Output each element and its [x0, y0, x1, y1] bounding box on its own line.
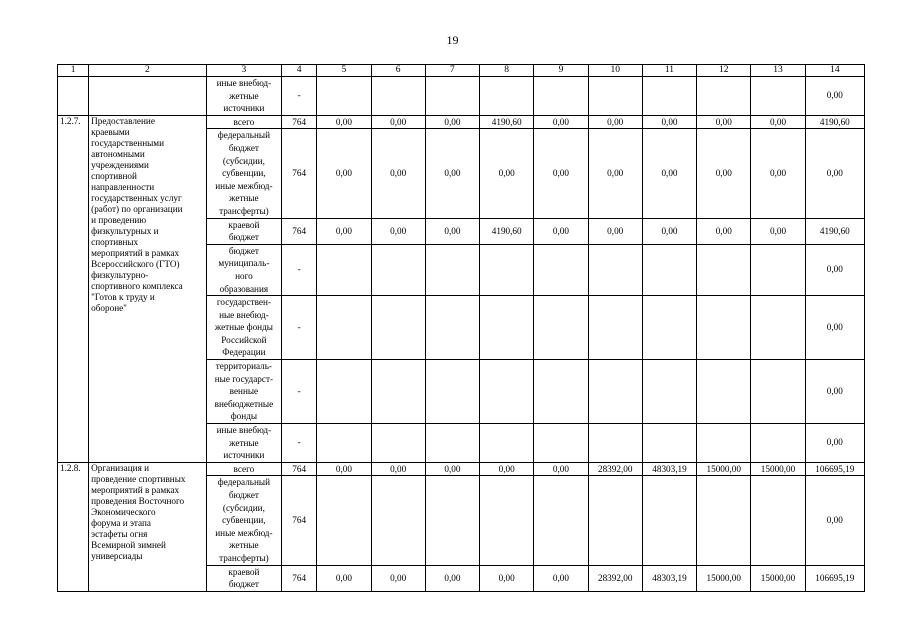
- value-cell: 0,00: [805, 129, 864, 218]
- empty-cell: [425, 296, 479, 360]
- budget-code: 764: [282, 565, 317, 591]
- empty-cell: [534, 424, 588, 463]
- value-cell: 0,00: [425, 218, 479, 244]
- value-cell: 0,00: [425, 115, 479, 129]
- value-cell: 0,00: [588, 218, 642, 244]
- value-cell: 0,00: [534, 115, 588, 129]
- empty-cell: [588, 360, 642, 424]
- empty-cell: [425, 360, 479, 424]
- empty-cell: [534, 476, 588, 565]
- empty-cell: [751, 296, 805, 360]
- column-number-cell: 2: [89, 65, 207, 77]
- empty-cell: [480, 476, 534, 565]
- empty-cell: [697, 476, 751, 565]
- value-cell: 0,00: [642, 115, 696, 129]
- value-cell: 0,00: [751, 218, 805, 244]
- value-cell: 0,00: [480, 129, 534, 218]
- budget-code: -: [282, 244, 317, 295]
- empty-cell: [642, 244, 696, 295]
- empty-cell: [89, 77, 207, 116]
- empty-cell: [534, 296, 588, 360]
- budget-code: -: [282, 360, 317, 424]
- empty-cell: [588, 244, 642, 295]
- empty-cell: [480, 360, 534, 424]
- column-number-cell: 13: [751, 65, 805, 77]
- item-name: Предоставление краевыми государственными автономными учреждениями спортивной направленности государственных услуг (работ) по организации и проведению физкультурных и спортивных мероприятий в рамках Всероссийского (ГТО) физкультурно- спортивного комплекса "Готов к труду и обороне": [89, 115, 207, 462]
- budget-code: 764: [282, 218, 317, 244]
- value-cell: 0,00: [371, 218, 425, 244]
- table-body: [58, 65, 865, 592]
- value-cell: 15000,00: [751, 565, 805, 591]
- empty-cell: [371, 77, 425, 116]
- value-cell: 0,00: [371, 565, 425, 591]
- value-cell: 0,00: [317, 565, 371, 591]
- funding-source: краевой бюджет: [206, 565, 281, 591]
- empty-cell: [751, 424, 805, 463]
- total-cell: 0,00: [805, 244, 864, 295]
- column-number-cell: 1: [58, 65, 89, 77]
- empty-cell: [425, 77, 479, 116]
- funding-source: всего: [206, 462, 281, 476]
- total-cell: 0,00: [805, 360, 864, 424]
- value-cell: 0,00: [480, 462, 534, 476]
- funding-source: всего: [206, 115, 281, 129]
- column-number-cell: 14: [805, 65, 864, 77]
- value-cell: 48303,19: [642, 565, 696, 591]
- value-cell: 0,00: [480, 565, 534, 591]
- value-cell: 0,00: [534, 565, 588, 591]
- empty-cell: [317, 77, 371, 116]
- value-cell: 0,00: [425, 462, 479, 476]
- value-cell: 0,00: [534, 129, 588, 218]
- value-cell: 4190,60: [805, 115, 864, 129]
- column-number-cell: 11: [642, 65, 696, 77]
- column-number-cell: 5: [317, 65, 371, 77]
- budget-code: 764: [282, 462, 317, 476]
- value-cell: 0,00: [425, 129, 479, 218]
- value-cell: 48303,19: [642, 462, 696, 476]
- value-cell: 0,00: [751, 115, 805, 129]
- empty-cell: [371, 424, 425, 463]
- value-cell: 15000,00: [751, 462, 805, 476]
- value-cell: 0,00: [697, 115, 751, 129]
- empty-cell: [317, 296, 371, 360]
- empty-cell: [642, 360, 696, 424]
- value-cell: 0,00: [317, 129, 371, 218]
- total-cell: 0,00: [805, 296, 864, 360]
- empty-cell: [371, 360, 425, 424]
- empty-cell: [425, 244, 479, 295]
- column-number-cell: 10: [588, 65, 642, 77]
- value-cell: 4190,60: [480, 218, 534, 244]
- value-cell: 15000,00: [697, 462, 751, 476]
- total-cell: 0,00: [805, 476, 864, 565]
- empty-cell: [317, 244, 371, 295]
- empty-cell: [642, 77, 696, 116]
- empty-cell: [480, 244, 534, 295]
- value-cell: 0,00: [642, 218, 696, 244]
- column-number-cell: 9: [534, 65, 588, 77]
- item-number: 1.2.7.: [58, 115, 89, 462]
- funding-source: государствен- ные внебюд- жетные фонды Российской Федерации: [206, 296, 281, 360]
- budget-table: [57, 64, 865, 592]
- value-cell: 0,00: [371, 115, 425, 129]
- value-cell: 0,00: [317, 462, 371, 476]
- budget-code: -: [282, 77, 317, 116]
- empty-cell: [751, 77, 805, 116]
- empty-cell: [480, 296, 534, 360]
- empty-cell: [751, 476, 805, 565]
- empty-cell: [588, 77, 642, 116]
- funding-source: территориаль- ные государст- венные внебюджетные фонды: [206, 360, 281, 424]
- empty-cell: [642, 476, 696, 565]
- column-number-cell: 3: [206, 65, 281, 77]
- budget-code: -: [282, 296, 317, 360]
- empty-cell: [751, 244, 805, 295]
- empty-cell: [697, 360, 751, 424]
- funding-source: краевой бюджет: [206, 218, 281, 244]
- empty-cell: [534, 360, 588, 424]
- empty-cell: [588, 424, 642, 463]
- value-cell: 28392,00: [588, 462, 642, 476]
- value-cell: 0,00: [751, 129, 805, 218]
- value-cell: 4190,60: [480, 115, 534, 129]
- empty-cell: [425, 476, 479, 565]
- value-cell: 4190,60: [805, 218, 864, 244]
- value-cell: 0,00: [588, 115, 642, 129]
- value-cell: 0,00: [534, 218, 588, 244]
- empty-cell: [697, 296, 751, 360]
- value-cell: 15000,00: [697, 565, 751, 591]
- empty-cell: [642, 424, 696, 463]
- table-row: [58, 462, 865, 476]
- column-number-cell: 12: [697, 65, 751, 77]
- empty-cell: [751, 360, 805, 424]
- empty-cell: [480, 77, 534, 116]
- value-cell: 0,00: [697, 129, 751, 218]
- table-row: [58, 77, 865, 116]
- empty-cell: [317, 476, 371, 565]
- total-cell: 0,00: [805, 77, 864, 116]
- total-cell: 0,00: [805, 424, 864, 463]
- empty-cell: [480, 424, 534, 463]
- empty-cell: [697, 424, 751, 463]
- empty-cell: [697, 244, 751, 295]
- empty-cell: [371, 244, 425, 295]
- column-number-cell: 8: [480, 65, 534, 77]
- empty-cell: [58, 77, 89, 116]
- empty-cell: [425, 424, 479, 463]
- column-number-row: [58, 65, 865, 77]
- empty-cell: [642, 296, 696, 360]
- budget-code: 764: [282, 129, 317, 218]
- value-cell: 0,00: [371, 129, 425, 218]
- funding-source: бюджет муниципаль- ного образования: [206, 244, 281, 295]
- value-cell: 0,00: [317, 218, 371, 244]
- value-cell: 0,00: [425, 565, 479, 591]
- column-number-cell: 7: [425, 65, 479, 77]
- funding-source: федеральный бюджет (субсидии, субвенции, иные межбюд- жетные трансферты): [206, 129, 281, 218]
- empty-cell: [317, 424, 371, 463]
- budget-code: 764: [282, 115, 317, 129]
- empty-cell: [534, 77, 588, 116]
- value-cell: 0,00: [588, 129, 642, 218]
- funding-source: федеральный бюджет (субсидии, субвенции, иные межбюд- жетные трансферты): [206, 476, 281, 565]
- funding-source: иные внебюд- жетные источники: [206, 77, 281, 116]
- empty-cell: [371, 296, 425, 360]
- empty-cell: [534, 244, 588, 295]
- empty-cell: [588, 476, 642, 565]
- budget-code: -: [282, 424, 317, 463]
- empty-cell: [697, 77, 751, 116]
- value-cell: 106695,19: [805, 462, 864, 476]
- item-name: Организация и проведение спортивных мероприятий в рамках проведения Восточного Экономического форума и этапа эстафеты огня Всемирной зимней универсиады: [89, 462, 207, 591]
- empty-cell: [371, 476, 425, 565]
- value-cell: 0,00: [371, 462, 425, 476]
- column-number-cell: 4: [282, 65, 317, 77]
- value-cell: 106695,19: [805, 565, 864, 591]
- table-row: [58, 115, 865, 129]
- value-cell: 28392,00: [588, 565, 642, 591]
- value-cell: 0,00: [642, 129, 696, 218]
- value-cell: 0,00: [534, 462, 588, 476]
- value-cell: 0,00: [317, 115, 371, 129]
- item-number: 1.2.8.: [58, 462, 89, 591]
- funding-source: иные внебюд- жетные источники: [206, 424, 281, 463]
- budget-code: 764: [282, 476, 317, 565]
- empty-cell: [317, 360, 371, 424]
- column-number-cell: 6: [371, 65, 425, 77]
- value-cell: 0,00: [697, 218, 751, 244]
- page-number: 19: [446, 33, 459, 47]
- empty-cell: [588, 296, 642, 360]
